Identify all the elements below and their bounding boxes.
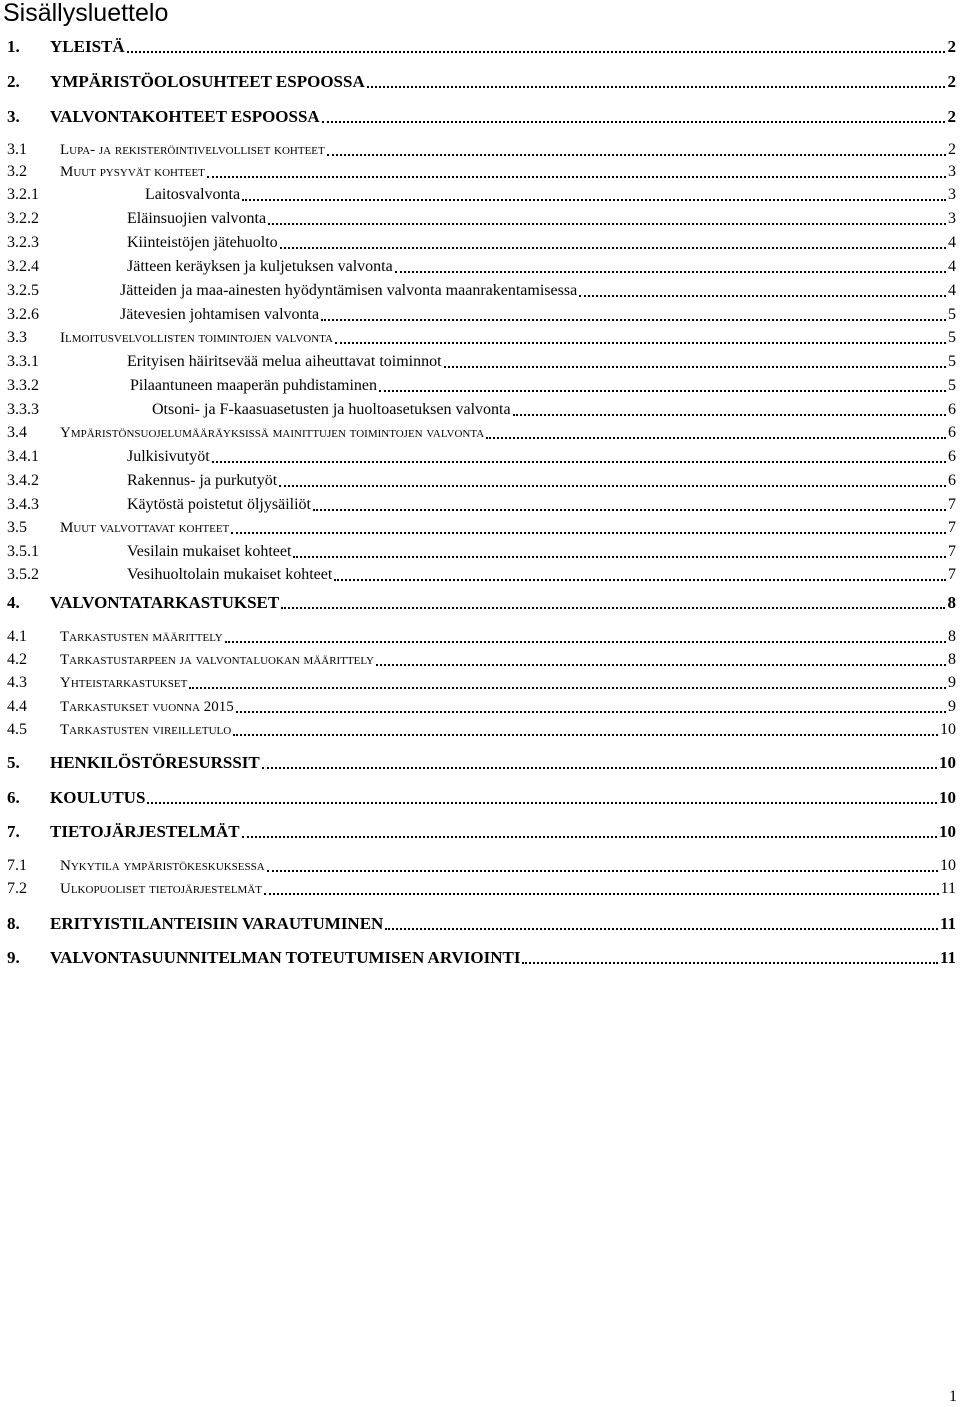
toc-entry-title: VALVONTATARKASTUKSET [50, 593, 280, 612]
toc-entry-page: 3 [948, 163, 956, 180]
toc-entry-number: 3.4.2 [7, 472, 39, 489]
toc-leader-dots [242, 836, 937, 838]
toc-entry-title: Rakennus- ja purkutyöt [127, 472, 278, 489]
toc-entry-title: ERITYISTILANTEISIIN VARAUTUMINEN [50, 914, 384, 933]
toc-entry-number: 3.4.3 [7, 496, 39, 513]
toc-entry-number: 4.5 [7, 721, 27, 738]
toc-entry-page: 6 [948, 401, 956, 418]
toc-leader-dots [376, 664, 946, 666]
toc-leader-dots [334, 579, 946, 581]
toc-entry-title: Eläinsuojien valvonta [127, 210, 267, 227]
toc-entry-title: Lupa- ja rekisteröintivelvolliset kohteet [60, 142, 325, 158]
toc-entry-title: VALVONTASUUNNITELMAN TOTEUTUMISEN ARVIOINTI [50, 948, 521, 967]
toc-entry-title: Pilaantuneen maaperän puhdistaminen [130, 377, 378, 394]
toc-entry-number: 7.1 [7, 857, 27, 874]
toc-entry[interactable] [0, 423, 960, 443]
toc-entry-title: Tarkastukset vuonna 2015 [60, 699, 234, 715]
toc-leader-dots [313, 509, 946, 511]
toc-leader-dots [281, 607, 945, 609]
toc-entry-title: Ulkopuoliset tietojärjestelmät [60, 881, 262, 897]
toc-entry[interactable] [0, 140, 960, 160]
toc-leader-dots [207, 176, 946, 178]
toc-entry[interactable] [0, 788, 960, 808]
toc-entry[interactable] [0, 948, 960, 968]
toc-entry-number: 3.2 [7, 163, 27, 180]
toc-entry[interactable] [0, 822, 960, 842]
toc-entry-page: 8 [947, 593, 956, 612]
toc-entry-number: 8. [7, 914, 20, 933]
toc-entry[interactable] [0, 107, 960, 127]
toc-entry-title: Erityisen häiritsevää melua aiheuttavat toiminnot [127, 353, 442, 370]
toc-entry-title: Kiinteistöjen jätehuolto [127, 234, 278, 251]
toc-entry-page: 11 [939, 948, 956, 967]
toc-entry-page: 8 [948, 651, 956, 668]
toc-entry-page: 5 [948, 306, 956, 323]
toc-entry-page: 10 [940, 721, 956, 738]
toc-leader-dots [242, 199, 946, 201]
toc-entry-page: 4 [948, 282, 956, 299]
toc-entry-title: Vesihuoltolain mukaiset kohteet [127, 566, 333, 583]
toc-entry-number: 3.2.4 [7, 258, 39, 275]
toc-entry[interactable] [0, 542, 960, 562]
toc-entry-title: Tarkastusten määrittely [60, 629, 223, 645]
toc-leader-dots [267, 870, 938, 872]
toc-entry-number: 3.4.1 [7, 448, 39, 465]
toc-entry-number: 4.4 [7, 698, 27, 715]
toc-entry-title: Muut valvottavat kohteet [60, 520, 230, 536]
toc-entry[interactable] [0, 673, 960, 693]
toc-entry-page: 10 [939, 753, 956, 772]
toc-leader-dots [233, 734, 938, 736]
toc-entry[interactable] [0, 914, 960, 934]
toc-leader-dots [395, 271, 946, 273]
toc-entry-number: 4.1 [7, 628, 27, 645]
toc-leader-dots [262, 767, 937, 769]
toc-entry[interactable] [0, 565, 960, 585]
toc-entry-number: 3.5 [7, 519, 27, 536]
toc-entry[interactable] [0, 72, 960, 92]
toc-entry-number: 3.2.2 [7, 210, 39, 227]
toc-leader-dots [335, 342, 946, 344]
toc-entry-title: Jätteen keräyksen ja kuljetuksen valvonta [127, 258, 393, 275]
toc-entry-title: Vesilain mukaiset kohteet [127, 543, 292, 560]
toc-entry-title: Otsoni- ja F-kaasuasetusten ja huoltoasetuksen valvonta [152, 401, 511, 418]
toc-entry-title: Nykytila ympäristökeskuksessa [60, 858, 265, 874]
toc-leader-dots [579, 295, 946, 297]
toc-entry[interactable] [0, 447, 960, 467]
toc-entry-title: Jätteiden ja maa-ainesten hyödyntämisen valvonta maanrakentamisessa [120, 282, 578, 299]
toc-entry[interactable] [0, 328, 960, 348]
toc-entry[interactable] [0, 720, 960, 740]
toc-entry-number: 3.3.1 [7, 353, 39, 370]
toc-entry-page: 10 [939, 822, 956, 841]
toc-leader-dots [293, 556, 946, 558]
toc-entry[interactable] [0, 518, 960, 538]
toc-entry-title: Muut pysyvät kohteet [60, 164, 205, 180]
toc-entry-title: Julkisivutyöt [127, 448, 210, 465]
toc-entry-number: 3.2.6 [7, 306, 39, 323]
toc-entry-page: 6 [948, 472, 956, 489]
toc-leader-dots [367, 86, 945, 88]
toc-entry-title: Yhteistarkastukset [60, 675, 188, 691]
toc-entry-number: 1. [7, 37, 20, 56]
toc-entry[interactable] [0, 593, 960, 613]
toc-entry-page: 6 [948, 424, 956, 441]
toc-entry-page: 10 [940, 857, 956, 874]
toc-entry-number: 6. [7, 788, 20, 807]
toc-entry-title: Tarkastustarpeen ja valvontaluokan määrittely [60, 652, 374, 668]
toc-entry[interactable] [0, 495, 960, 515]
toc-entry-page: 5 [948, 329, 956, 346]
toc-entry-number: 3.2.5 [7, 282, 39, 299]
toc-entry-page: 6 [948, 448, 956, 465]
toc-entry-title: Jätevesien johtamisen valvonta [120, 306, 320, 323]
toc-entry-page: 7 [948, 519, 956, 536]
toc-entry-title: YLEISTÄ [50, 37, 125, 56]
toc-leader-dots [231, 532, 946, 534]
toc-entry-title: VALVONTAKOHTEET ESPOOSSA [50, 107, 320, 126]
toc-entry-number: 2. [7, 72, 20, 91]
toc-entry-page: 2 [947, 37, 956, 56]
toc-leader-dots [212, 461, 946, 463]
toc-leader-dots [268, 223, 946, 225]
toc-entry-title: YMPÄRISTÖOLOSUHTEET ESPOOSSA [50, 72, 365, 91]
toc-leader-dots [225, 641, 946, 643]
toc-entry-title: Käytöstä poistetut öljysäiliöt [127, 496, 311, 513]
toc-entry[interactable] [0, 305, 960, 325]
toc-entry-number: 3.5.1 [7, 543, 39, 560]
toc-entry[interactable] [0, 37, 960, 57]
toc-entry[interactable] [0, 352, 960, 372]
toc-entry-number: 3.3.3 [7, 401, 39, 418]
toc-entry-page: 2 [948, 141, 956, 158]
toc-entry[interactable] [0, 856, 960, 876]
toc-entry-title: HENKILÖSTÖRESURSSIT [50, 753, 260, 772]
toc-entry[interactable] [0, 281, 960, 301]
toc-entry[interactable] [0, 650, 960, 670]
toc-entry-number: 4. [7, 593, 20, 612]
toc-entry[interactable] [0, 257, 960, 277]
toc-leader-dots [279, 485, 946, 487]
toc-leader-dots [522, 962, 938, 964]
toc-entry-number: 3.3 [7, 329, 27, 346]
toc-entry-page: 2 [947, 72, 956, 91]
toc-entry-number: 3.3.2 [7, 377, 39, 394]
toc-leader-dots [513, 414, 946, 416]
toc-leader-dots [486, 437, 946, 439]
toc-entry-number: 3. [7, 107, 20, 126]
toc-entry-number: 3.2.1 [7, 186, 39, 203]
toc-entry[interactable] [0, 185, 960, 205]
toc-entry-page: 10 [939, 788, 956, 807]
toc-entry[interactable] [0, 627, 960, 647]
toc-entry-number: 3.4 [7, 424, 27, 441]
toc-entry-number: 5. [7, 753, 20, 772]
toc-entry-page: 7 [948, 543, 956, 560]
toc-entry[interactable] [0, 233, 960, 253]
toc-entry-title: Ilmoitusvelvollisten toimintojen valvonta [60, 330, 333, 346]
toc-entry-number: 3.5.2 [7, 566, 39, 583]
toc-entry-number: 4.2 [7, 651, 27, 668]
toc-entry-title: Tarkastusten vireilletulo [60, 722, 232, 738]
toc-leader-dots [147, 802, 937, 804]
toc-entry-page: 3 [948, 210, 956, 227]
toc-entry-number: 7. [7, 822, 20, 841]
toc-entry-page: 7 [948, 566, 956, 583]
toc-leader-dots [322, 121, 945, 123]
toc-entry[interactable] [0, 471, 960, 491]
toc-entry-title: Laitosvalvonta [145, 186, 241, 203]
toc-entry-page: 11 [940, 880, 956, 897]
toc-entry-page: 5 [948, 353, 956, 370]
toc-entry[interactable] [0, 697, 960, 717]
toc-entry-number: 3.2.3 [7, 234, 39, 251]
toc-heading: Sisällysluettelo [3, 0, 169, 27]
toc-leader-dots [127, 51, 945, 53]
toc-entry-title: Ympäristönsuojelumääräyksissä mainittujen toimintojen valvonta [60, 425, 485, 441]
toc-leader-dots [444, 366, 946, 368]
toc-entry-page: 11 [939, 914, 956, 933]
toc-leader-dots [385, 928, 938, 930]
toc-entry[interactable] [0, 753, 960, 773]
toc-leader-dots [264, 893, 939, 895]
toc-entry-page: 7 [948, 496, 956, 513]
toc-leader-dots [236, 711, 946, 713]
toc-leader-dots [327, 154, 946, 156]
toc-entry[interactable] [0, 400, 960, 420]
toc-entry-page: 9 [948, 674, 956, 691]
toc-entry-page: 4 [948, 234, 956, 251]
toc-entry-page: 5 [948, 377, 956, 394]
toc-entry[interactable] [0, 376, 960, 396]
toc-leader-dots [189, 687, 946, 689]
toc-entry-number: 4.3 [7, 674, 27, 691]
toc-entry[interactable] [0, 879, 960, 899]
toc-entry-title: KOULUTUS [50, 788, 146, 807]
toc-leader-dots [321, 319, 946, 321]
toc-entry-number: 3.1 [7, 141, 27, 158]
toc-leader-dots [280, 247, 946, 249]
toc-entry-number: 7.2 [7, 880, 27, 897]
toc-entry-page: 9 [948, 698, 956, 715]
toc-entry-page: 4 [948, 258, 956, 275]
toc-entry[interactable] [0, 209, 960, 229]
toc-entry-page: 3 [948, 186, 956, 203]
toc-entry[interactable] [0, 162, 960, 182]
toc-entry-page: 2 [947, 107, 956, 126]
toc-leader-dots [379, 390, 946, 392]
page-number: 1 [949, 1388, 957, 1405]
toc-entry-title: TIETOJÄRJESTELMÄT [50, 822, 240, 841]
toc-entry-page: 8 [948, 628, 956, 645]
toc-entry-number: 9. [7, 948, 20, 967]
